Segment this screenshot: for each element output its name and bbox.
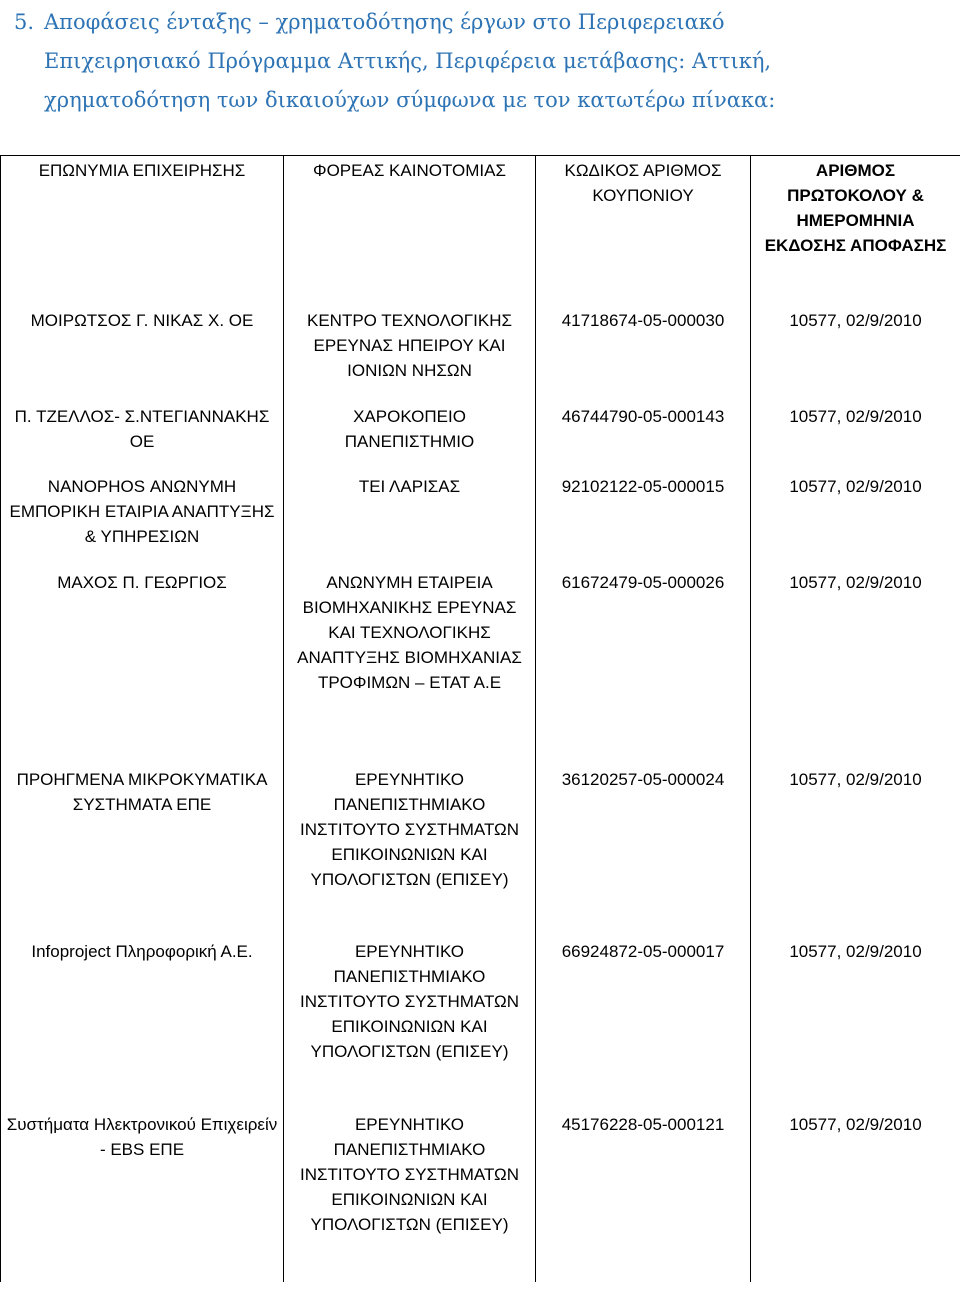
cell-coupon-code: 66924872-05-000017 xyxy=(536,939,751,1112)
cell-company: Π. ΤΖΕΛΛΟΣ- Σ.ΝΤΕΓΙΑΝΝΑΚΗΣ ΟΕ xyxy=(1,404,284,474)
cell-coupon-code: 92102122-05-000015 xyxy=(536,474,751,570)
cell-company: Συστήματα Ηλεκτρονικού Επιχειρείν - EBS ΕΠΕ xyxy=(1,1112,284,1282)
cell-protocol-date: 10577, 02/9/2010 xyxy=(751,570,960,767)
table-row xyxy=(1,1112,960,1282)
heading-line-2: Επιχειρησιακό Πρόγραμμα Αττικής, Περιφέρεια μετάβασης: Αττική, xyxy=(44,49,772,73)
cell-company: ΜΟΙΡΩΤΣΟΣ Γ. ΝΙΚΑΣ Χ. ΟΕ xyxy=(1,308,284,404)
cell-protocol-date: 10577, 02/9/2010 xyxy=(751,1112,960,1282)
table-header-row xyxy=(1,156,960,309)
table-row xyxy=(1,767,960,939)
cell-innovation-body: ΧΑΡΟΚΟΠΕΙΟ ΠΑΝΕΠΙΣΤΗΜΙΟ xyxy=(284,404,536,474)
heading-text-1: Αποφάσεις ένταξης – χρηματοδότησης έργων στο Περιφερειακό xyxy=(44,10,725,34)
cell-coupon-code: 46744790-05-000143 xyxy=(536,404,751,474)
cell-protocol-date: 10577, 02/9/2010 xyxy=(751,474,960,570)
cell-coupon-code: 41718674-05-000030 xyxy=(536,308,751,404)
heading-line-1 xyxy=(14,3,944,42)
header-company: ΕΠΩΝΥΜΙΑ ΕΠΙΧΕΙΡΗΣΗΣ xyxy=(1,156,284,309)
cell-innovation-body: ΕΡΕΥΝΗΤΙΚΟ ΠΑΝΕΠΙΣΤΗΜΙΑΚΟ ΙΝΣΤΙΤΟΥΤΟ ΣΥΣΤΗΜΑΤΩΝ ΕΠΙΚΟΙΝΩΝΙΩΝ ΚΑΙ ΥΠΟΛΟΓΙΣΤΩΝ (ΕΠΙΣΕΥ) xyxy=(284,939,536,1112)
table-row xyxy=(1,474,960,570)
cell-protocol-date: 10577, 02/9/2010 xyxy=(751,939,960,1112)
header-coupon-code: ΚΩΔΙΚΟΣ ΑΡΙΘΜΟΣ ΚΟΥΠΟΝΙΟΥ xyxy=(536,156,751,309)
cell-protocol-date: 10577, 02/9/2010 xyxy=(751,404,960,474)
header-innovation-body: ΦΟΡΕΑΣ ΚΑΙΝΟΤΟΜΙΑΣ xyxy=(284,156,536,309)
cell-coupon-code: 45176228-05-000121 xyxy=(536,1112,751,1282)
table-row xyxy=(1,939,960,1112)
section-heading xyxy=(14,3,944,120)
cell-innovation-body: ΕΡΕΥΝΗΤΙΚΟ ΠΑΝΕΠΙΣΤΗΜΙΑΚΟ ΙΝΣΤΙΤΟΥΤΟ ΣΥΣΤΗΜΑΤΩΝ ΕΠΙΚΟΙΝΩΝΙΩΝ ΚΑΙ ΥΠΟΛΟΓΙΣΤΩΝ (ΕΠΙΣΕΥ) xyxy=(284,1112,536,1282)
cell-coupon-code: 36120257-05-000024 xyxy=(536,767,751,939)
cell-protocol-date: 10577, 02/9/2010 xyxy=(751,767,960,939)
cell-company: ΝΑΝΟΡΗΟS ΑΝΩΝΥΜΗ ΕΜΠΟΡΙΚΗ ΕΤΑΙΡΙΑ ΑΝΑΠΤΥΞΗΣ & ΥΠΗΡΕΣΙΩΝ xyxy=(1,474,284,570)
cell-company: Infoproject Πληροφορική Α.Ε. xyxy=(1,939,284,1112)
cell-protocol-date: 10577, 02/9/2010 xyxy=(751,308,960,404)
cell-company: ΠΡΟΗΓΜΕΝΑ ΜΙΚΡΟΚΥΜΑΤΙΚΑ ΣΥΣΤΗΜΑΤΑ ΕΠΕ xyxy=(1,767,284,939)
table-row xyxy=(1,570,960,767)
grants-table xyxy=(0,155,960,1282)
cell-innovation-body: ΚΕΝΤΡΟ ΤΕΧΝΟΛΟΓΙΚΗΣ ΕΡΕΥΝΑΣ ΗΠΕΙΡΟΥ ΚΑΙ ΙΟΝΙΩΝ ΝΗΣΩΝ xyxy=(284,308,536,404)
cell-coupon-code: 61672479-05-000026 xyxy=(536,570,751,767)
table-row xyxy=(1,308,960,404)
section-number: 5. xyxy=(14,10,35,34)
header-protocol-date: ΑΡΙΘΜΟΣ ΠΡΩΤΟΚΟΛΟΥ & ΗΜΕΡΟΜΗΝΙΑ ΕΚΔΟΣΗΣ ΑΠΟΦΑΣΗΣ xyxy=(751,156,960,309)
cell-innovation-body: ΤΕΙ ΛΑΡΙΣΑΣ xyxy=(284,474,536,570)
heading-line-3: χρηματοδότηση των δικαιούχων σύμφωνα με τον κατωτέρω πίνακα: xyxy=(44,88,776,112)
cell-innovation-body: ΑΝΩΝΥΜΗ ΕΤΑΙΡΕΙΑ ΒΙΟΜΗΧΑΝΙΚΗΣ ΕΡΕΥΝΑΣ ΚΑΙ ΤΕΧΝΟΛΟΓΙΚΗΣ ΑΝΑΠΤΥΞΗΣ ΒΙΟΜΗΧΑΝΙΑΣ ΤΡΟΦΙΜΩΝ – ΕΤΑΤ Α.Ε xyxy=(284,570,536,767)
cell-company: ΜΑΧΟΣ Π. ΓΕΩΡΓΙΟΣ xyxy=(1,570,284,767)
cell-innovation-body: ΕΡΕΥΝΗΤΙΚΟ ΠΑΝΕΠΙΣΤΗΜΙΑΚΟ ΙΝΣΤΙΤΟΥΤΟ ΣΥΣΤΗΜΑΤΩΝ ΕΠΙΚΟΙΝΩΝΙΩΝ ΚΑΙ ΥΠΟΛΟΓΙΣΤΩΝ (ΕΠΙΣΕΥ) xyxy=(284,767,536,939)
table-row xyxy=(1,404,960,474)
